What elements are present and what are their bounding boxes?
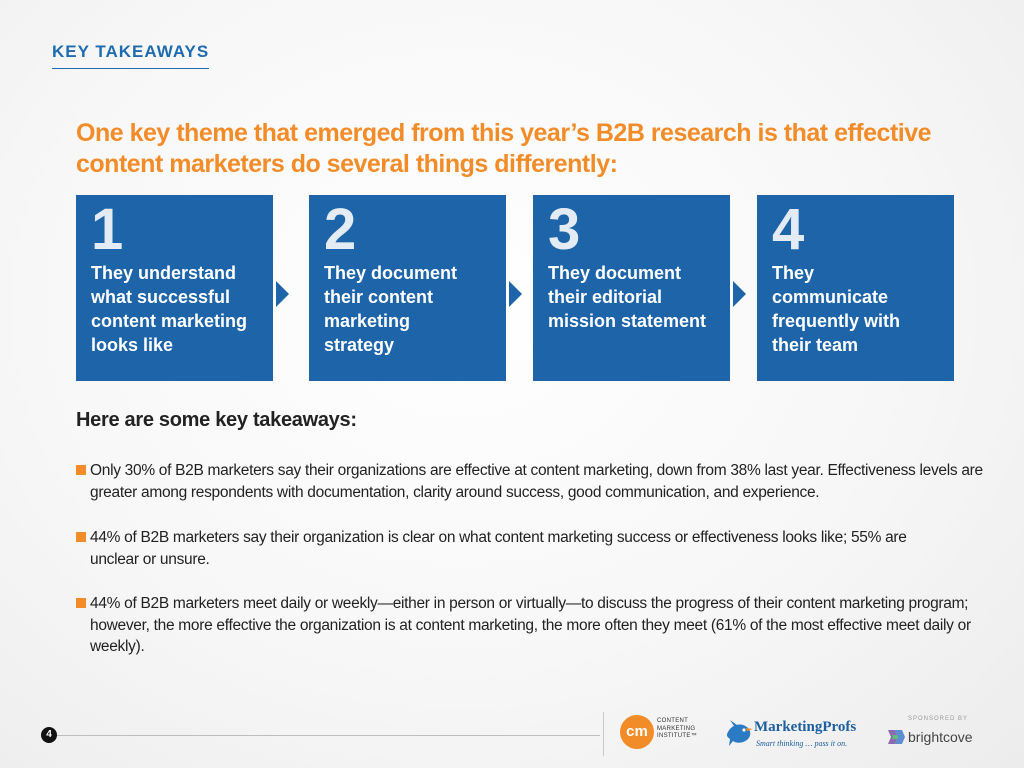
step-number: 1 — [91, 197, 123, 262]
arrow-right-icon — [733, 281, 746, 307]
brightcove-name: brightcove — [908, 729, 973, 745]
step-card-4 — [757, 195, 954, 381]
sponsored-label: SPONSORED BY — [908, 716, 969, 722]
takeaways-heading: Here are some key takeaways: — [76, 409, 357, 431]
bullet-square-icon — [76, 532, 86, 542]
cmi-line: INSTITUTE™ — [657, 733, 697, 739]
cmi-logo-mark: cm — [620, 715, 654, 749]
list-item — [76, 527, 996, 570]
marketingprofs-tagline: Smart thinking … pass it on. — [756, 739, 848, 748]
cmi-line: CONTENT — [657, 718, 689, 724]
step-text: They understand what successful content marketing looks like — [91, 263, 248, 355]
step-text: They document their content marketing strategy — [324, 263, 458, 355]
step-number: 3 — [548, 197, 580, 262]
page-number: 4 — [41, 727, 57, 743]
takeaways-list — [76, 460, 996, 658]
step-card-3 — [533, 195, 730, 381]
cmi-line: MARKETING — [657, 725, 696, 732]
marketingprofs-name: MarketingProfs — [754, 719, 857, 735]
bullet-text: Only 30% of B2B marketers say their organizations are effective at content marketing, down from 38% last year. Effectiveness levels are greater among respondents with documentation, clarity around success, good communication, and experience. — [90, 462, 983, 501]
footer-divider — [603, 712, 604, 756]
list-item — [76, 460, 996, 503]
marketingprofs-logo — [724, 716, 874, 756]
list-item — [76, 593, 996, 658]
section-label: KEY TAKEAWAYS — [52, 42, 209, 69]
step-text: They communicate frequently with their team — [772, 263, 901, 355]
step-card-1 — [76, 195, 273, 381]
footer-line — [50, 735, 600, 736]
step-card-2 — [309, 195, 506, 381]
headline: One key theme that emerged from this year’s B2B research is that effective content marketers do several things differently: — [76, 119, 932, 178]
bullet-square-icon — [76, 598, 86, 608]
arrow-right-icon — [276, 281, 289, 307]
step-number: 4 — [772, 197, 804, 262]
brightcove-logo — [886, 715, 996, 755]
arrow-right-icon — [509, 281, 522, 307]
bluebird-logo-icon — [724, 718, 754, 750]
brightcove-logo-icon — [886, 727, 906, 747]
bullet-text: 44% of B2B marketers say their organization is clear on what content marketing success or effectiveness looks like; 55% are unclear or unsure. — [90, 529, 907, 568]
cmi-logo — [620, 713, 712, 755]
step-number: 2 — [324, 197, 356, 262]
bullet-square-icon — [76, 465, 86, 475]
bullet-text: 44% of B2B marketers meet daily or weekly—either in person or virtually—to discuss the progress of their content marketing program; however, the more effective the organization is at content marketing, the more often they meet (61% of the most effective meet daily or weekly). — [90, 595, 971, 655]
step-text: They document their editorial mission statement — [548, 263, 707, 331]
cmi-logo-text — [657, 718, 697, 741]
